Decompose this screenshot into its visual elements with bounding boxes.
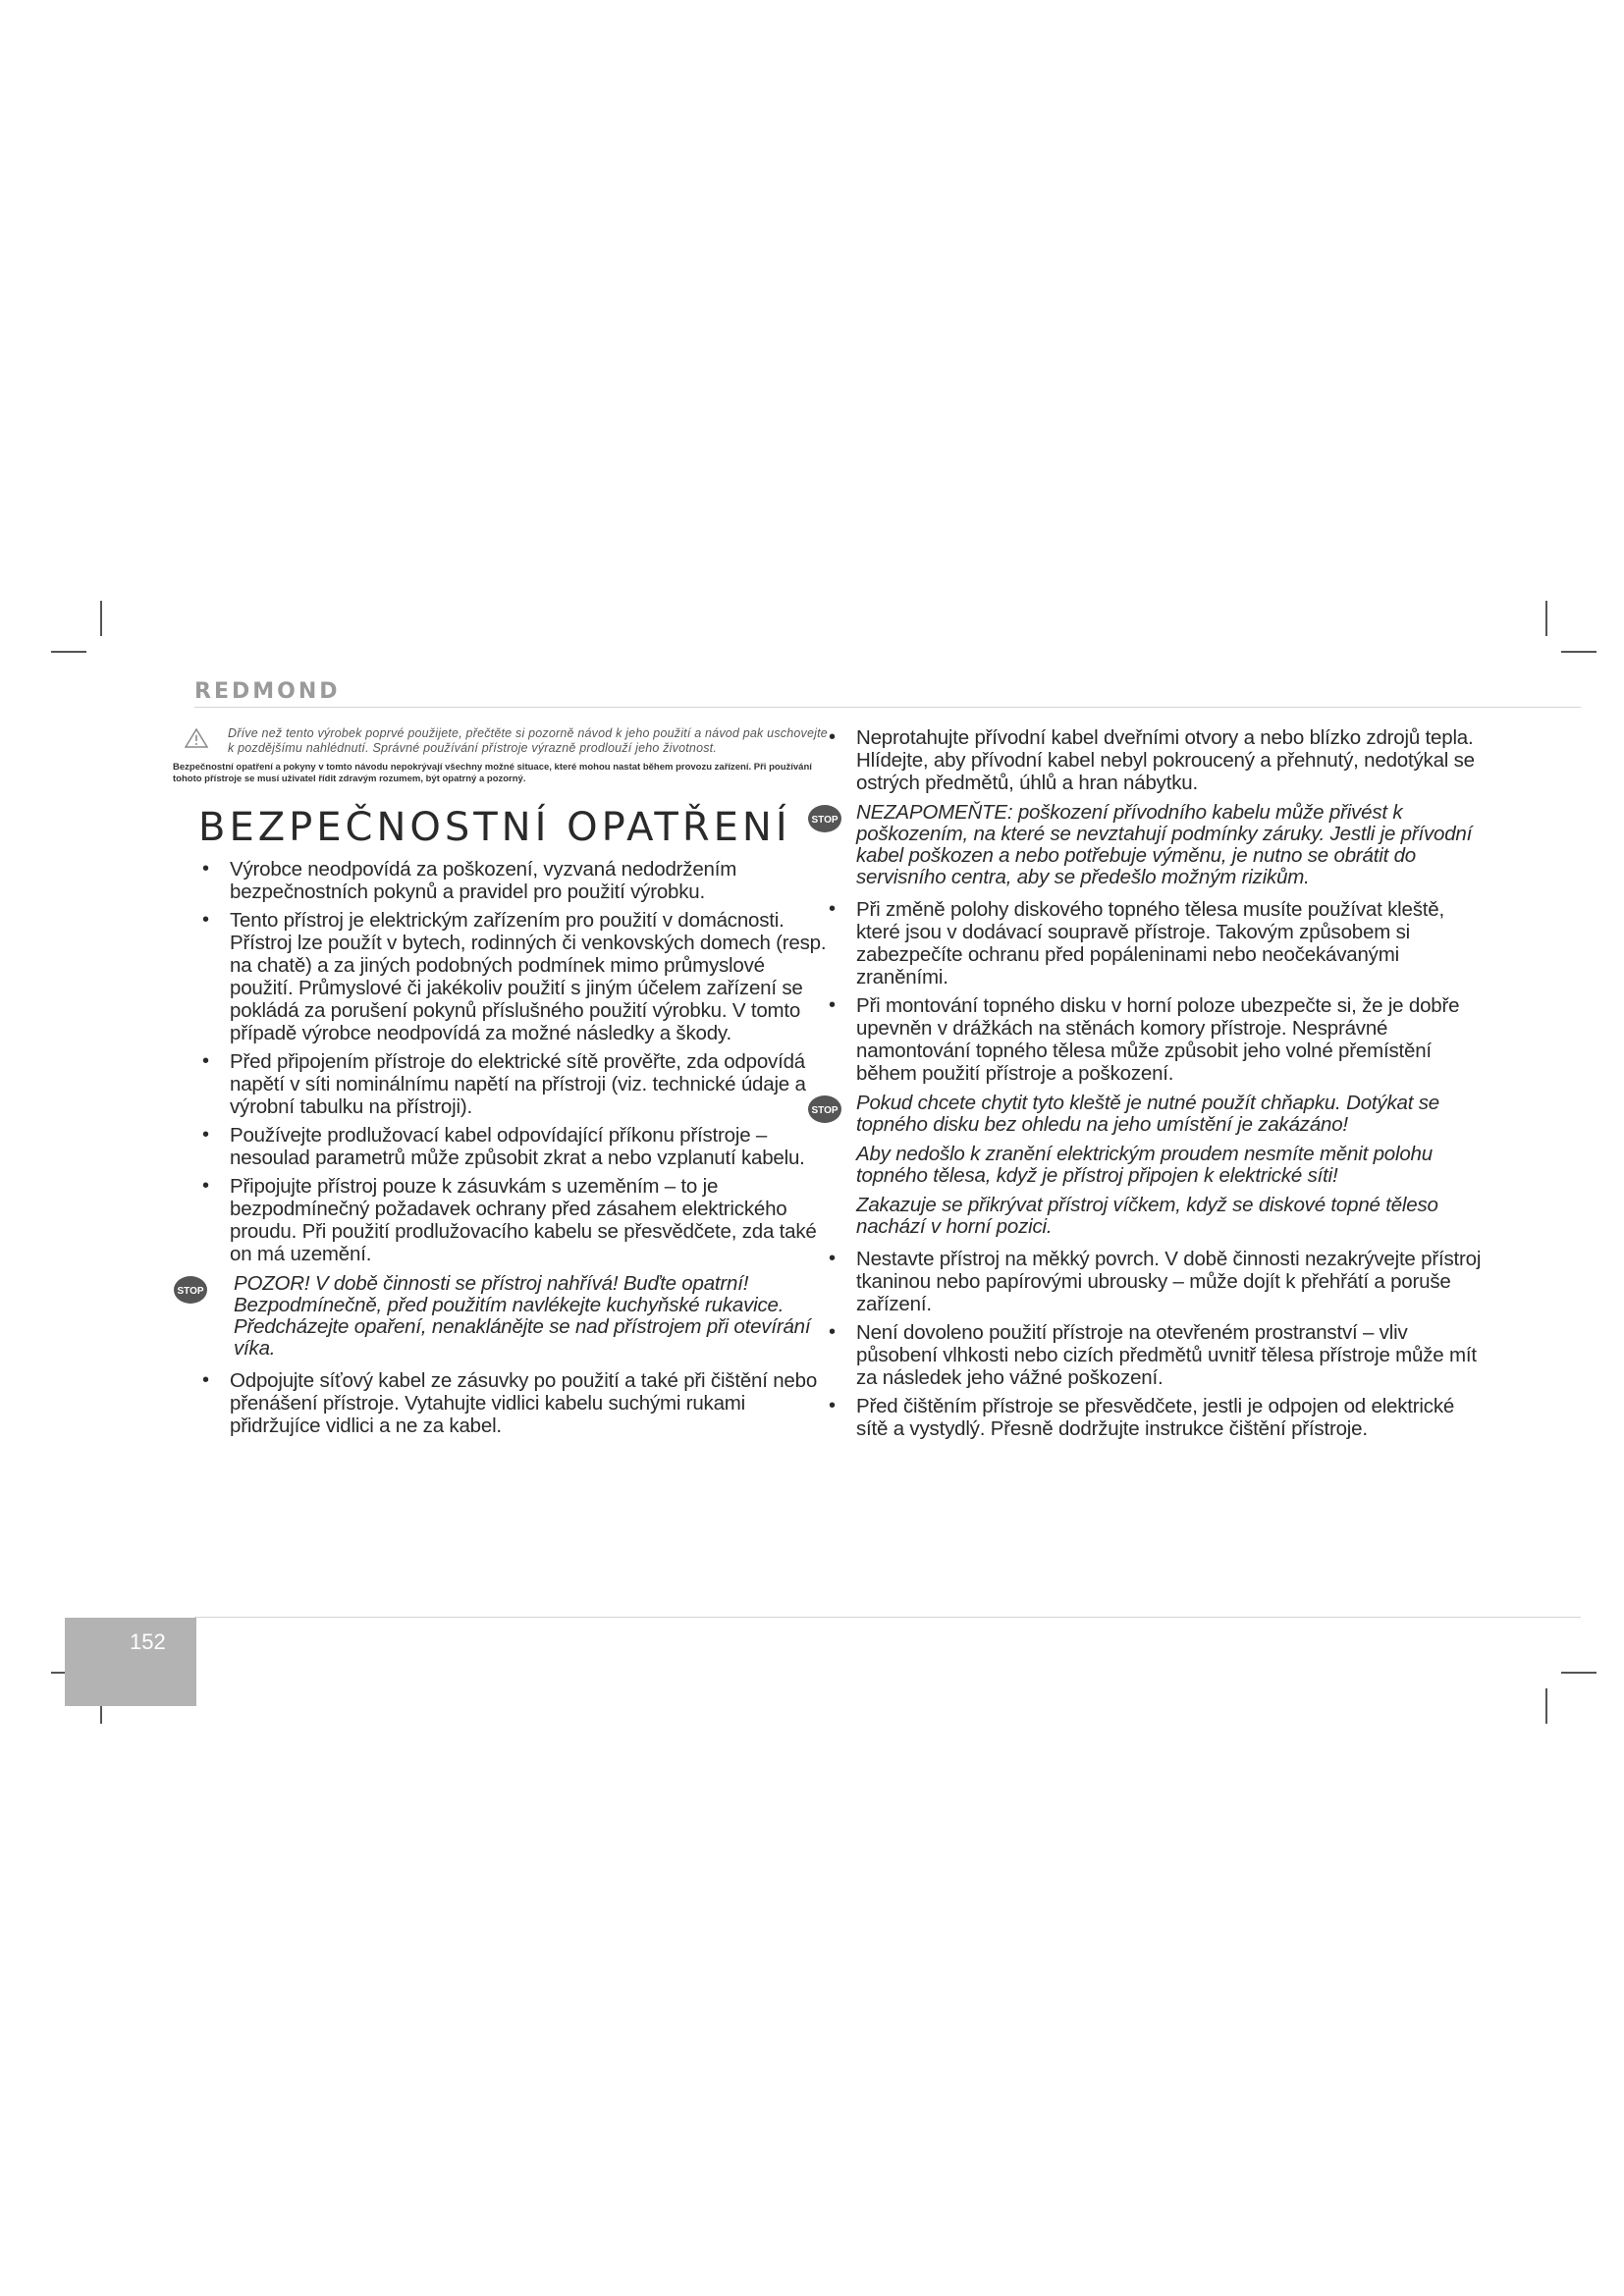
stop-warning-text: POZOR! V době činnosti se přístroj nahřívá! Buďte opatrní! Bezpodmínečně, před použitím navlékejte kuchyňské rukavice. Předcházejte opaření, nenaklánějte se nad přístrojem při otevírání víka. xyxy=(234,1272,811,1360)
crop-mark xyxy=(100,601,102,636)
svg-text:STOP: STOP xyxy=(177,1286,204,1297)
crop-mark xyxy=(51,651,86,653)
bullet-list xyxy=(815,1248,1489,1440)
crop-mark xyxy=(1545,1688,1547,1724)
stop-warning-text: NEZAPOMEŇTE: poškození přívodního kabelu může přivést k poškozením, na které se nevztahují podmínky záruky. Jestli je přívodní kabel poškozen a nebo potřebuje výměnu, je nutno se obrátit do servisního centra, aby se předešlo možným rizikům. xyxy=(856,801,1473,888)
stop-warning xyxy=(173,1273,831,1360)
list-item: • Neprotahujte přívodní kabel dveřními otvory a nebo blízko zdrojů tepla. Hlídejte, aby přívodní kabel nebyl pokroucený a přehnutý, nedotýkal se ostrých předmětů, úhlů a hran nábytku. xyxy=(827,726,1489,794)
stop-warning-text: Zakazuje se přikrývat přístroj víčkem, když se diskové topné těleso nachází v horní pozici. xyxy=(856,1194,1438,1238)
list-item: • Před čištěním přístroje se přesvědčete, jestli je odpojen od elektrické sítě a vystydlý. Přesně dodržujte instrukce čištění přístroje. xyxy=(827,1395,1489,1440)
warning-triangle-icon xyxy=(185,728,208,753)
stop-warning-text: Pokud chcete chytit tyto kleště je nutné použít chňapku. Dotýkat se topného disku bez ohledu na jeho umístění je zakázáno! xyxy=(856,1092,1439,1136)
list-item: • Používejte prodlužovací kabel odpovídající příkonu přístroje – nesoulad parametrů může způsobit zkrat a nebo vzplanutí kabelu. xyxy=(200,1124,831,1169)
list-item: • Při montování topného disku v horní poloze ubezpečte si, že je dobře upevněn v drážkách na stěnách komory přístroje. Nesprávné namontování topného tělesa může způsobit jeho volné přemístění během použití přístroje a poškození. xyxy=(827,994,1489,1085)
stop-sign-icon xyxy=(807,804,842,833)
crop-mark xyxy=(1561,651,1597,653)
list-item: • Připojujte přístroj pouze k zásuvkám s uzeměním – to je bezpodmínečný požadavek ochrany před zásahem elektrického proudu. Při použití prodlužovacího kabelu se přesvědčete, zda také on má uzemění. xyxy=(200,1175,831,1265)
right-column xyxy=(811,726,1489,1446)
bullet-list xyxy=(173,1369,831,1437)
header-divider xyxy=(194,707,1581,708)
page-number-tab xyxy=(65,1618,196,1706)
stop-sign-icon xyxy=(173,1275,208,1305)
list-item: • Výrobce neodpovídá za poškození, vyzvaná nedodržením bezpečnostních pokynů a pravidel pro použití výrobku. xyxy=(200,858,831,903)
stop-warning-text: Aby nedošlo k zranění elektrickým proudem nesmíte měnit polohu topného tělesa, když je přístroj připojen k elektrické síti! xyxy=(856,1143,1433,1187)
stop-sign-icon xyxy=(807,1095,842,1124)
safety-note: Bezpečnostní opatření a pokyny v tomto návodu nepokrývají všechny možné situace, které mohou nastat během provozu zařízení. Při používání tohoto přístroje se musí uživatel řídit zdravým rozumem, být opatrný a pozorný. xyxy=(173,762,812,784)
svg-text:STOP: STOP xyxy=(811,1105,839,1116)
intro-warning xyxy=(173,726,831,756)
left-column xyxy=(173,726,831,1443)
warning-text: Dříve než tento výrobek poprvé použijete, přečtěte si pozorně návod k jeho použití a návod pak uschovejte k pozdějšímu nahlédnutí. Správné používání přístroje výrazně prodlouží jeho životnost. xyxy=(228,726,828,755)
bullet-list xyxy=(173,858,831,1265)
list-item: • Při změně polohy diskového topného tělesa musíte používat kleště, které jsou v dodávací soupravě přístroje. Takovým způsobem si zabezpečíte ochranu před popáleninami nebo neočekávanými zraněními. xyxy=(827,898,1489,988)
bullet-list xyxy=(815,898,1489,1085)
page-number: 152 xyxy=(130,1629,166,1654)
list-item: • Odpojujte síťový kabel ze zásuvky po použití a také při čištění nebo přenášení přístroje. Vytahujte vidlici kabelu suchými rukami přidržujíce vidlici a ne za kabel. xyxy=(200,1369,831,1437)
bullet-list xyxy=(815,726,1489,794)
crop-mark xyxy=(1561,1672,1597,1674)
list-item: • Tento přístroj je elektrickým zařízením pro použití v domácnosti. Přístroj lze použít v bytech, rodinných či venkovských domech (resp. na chatě) a za jiných podobných podmínek mimo průmyslové použití. Průmyslové či jakékoliv použití s jiným účelem zařízení se pokládá za porušení pokynů příslušného použití výrobku. V tomto případě výrobce neodpovídá za možné následky a škody. xyxy=(200,909,831,1044)
stop-warning xyxy=(811,801,1489,888)
list-item: • Nestavte přístroj na měkký povrch. V době činnosti nezakrývejte přístroj tkaninou nebo papírovými ubrousky – může dojít k přehřátí a poruše zařízení. xyxy=(827,1248,1489,1315)
brand-logo: REDMOND xyxy=(194,679,341,704)
crop-mark xyxy=(1545,601,1547,636)
list-item: • Není dovoleno použití přístroje na otevřeném prostranství – vliv působení vlhkosti nebo cizích předmětů uvnitř tělesa přístroje může mít za následek jeho vážné poškození. xyxy=(827,1321,1489,1389)
section-heading: BEZPEČNOSTNÍ OPATŘENÍ xyxy=(198,805,791,850)
svg-text:STOP: STOP xyxy=(811,815,839,826)
stop-warning xyxy=(811,1092,1489,1238)
list-item: • Před připojením přístroje do elektrické sítě prověřte, zda odpovídá napětí v síti nominálnímu napětí na přístroji (viz. technické údaje a výrobní tabulku na přístroji). xyxy=(200,1050,831,1118)
footer-divider xyxy=(194,1617,1581,1618)
